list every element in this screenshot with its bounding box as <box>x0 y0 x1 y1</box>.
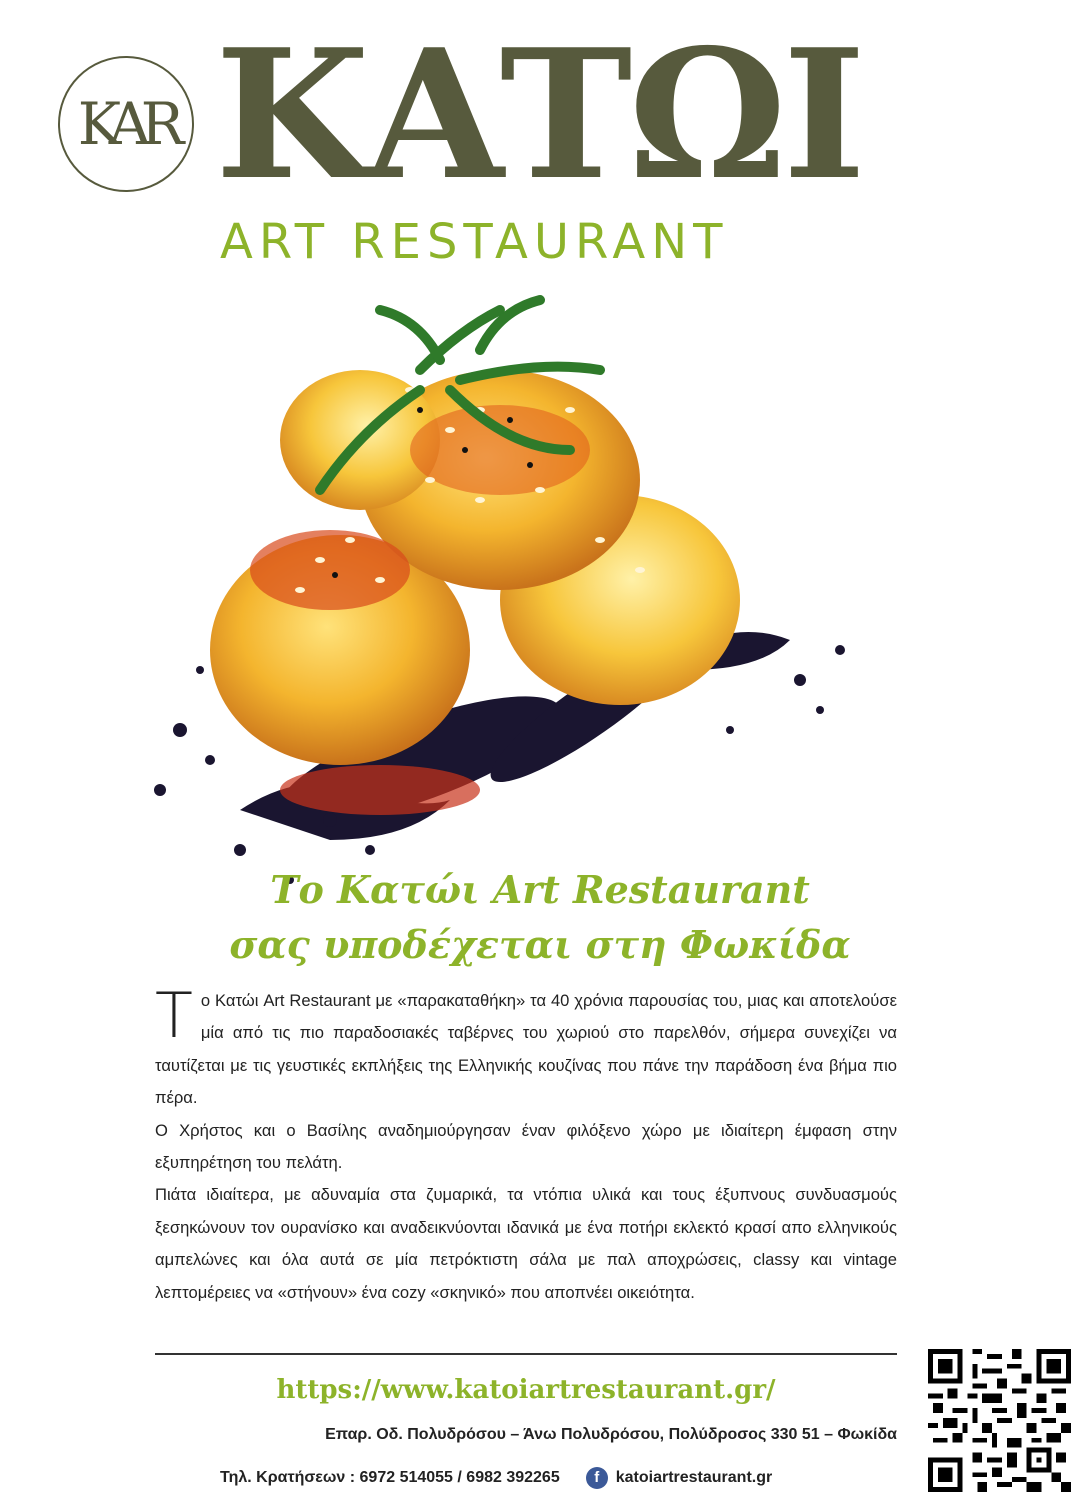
divider <box>155 1353 897 1355</box>
article-body <box>155 979 897 1309</box>
paragraph-1-text: ο Κατώι Art Restaurant με «παρακαταθήκη» τα 40 χρόνια παρουσίας του, μιας και αποτελούσε μία από τις πιο παραδοσιακές ταβέρνες του χωριού στο παρελθόν, σήμερα συνεχίζει να ταυτίζεται με τις γευστικές εκπλήξεις της Ελληνικής κουζίνας που πάνε την παράδοση ένα βήμα πιο πέρα. <box>155 991 897 1108</box>
food-photo <box>120 290 940 890</box>
paragraph-1 <box>155 979 897 1115</box>
brand-title: ΚΑΤΩΙ <box>215 10 862 219</box>
logo-letters: KAR <box>77 90 175 158</box>
headline-line-2: σας υποδέχεται στη Φωκίδα <box>229 922 851 967</box>
headline <box>0 862 1080 972</box>
contact-line <box>220 1466 900 1490</box>
drop-cap: Τ <box>155 979 193 1052</box>
paragraph-3: Πιάτα ιδιαίτερα, με αδυναμία στα ζυμαρικά, τα ντόπια υλικά και τους έξυπνους συνδυασμούς ξεσηκώνουν τον ουρανίσκο και αναδεικνύονται ιδανικά με ένα ποτήρι εκλεκτό κρασί απο ελληνικούς αμπελώνες και όλα αυτά σε μία πετρόκτιστη σάλα με παλ αποχρώσεις, classy και vintage λεπτομέρειες να «στήνουν» ένα cozy «σκηνικό» που αποπνέει οικειότητα. <box>155 1185 897 1302</box>
website-link[interactable]: https://www.katoiartrestaurant.gr/ <box>276 1375 776 1405</box>
headline-line-1: Το Κατώι Art Restaurant <box>270 867 810 912</box>
phone-numbers: Τηλ. Κρατήσεων : 6972 514055 / 6982 392265 <box>220 1469 560 1486</box>
paragraph-2: Ο Χρήστος και ο Βασίλης αναδημιούργησαν έναν φιλόξενο χώρο με ιδιαίτερη έμφαση στην εξυπηρέτηση του πελάτη. <box>155 1120 897 1173</box>
facebook-handle[interactable]: katoiartrestaurant.gr <box>615 1469 773 1486</box>
address: Επαρ. Οδ. Πολυδρόσου – Άνω Πολυδρόσου, Πολύδροσος 330 51 – Φωκίδα <box>325 1426 897 1443</box>
qr-code[interactable] <box>928 1349 1071 1492</box>
facebook-icon[interactable]: f <box>586 1467 608 1489</box>
logo-monogram <box>58 56 194 192</box>
brand-subtitle: ART RESTAURANT <box>220 214 729 270</box>
